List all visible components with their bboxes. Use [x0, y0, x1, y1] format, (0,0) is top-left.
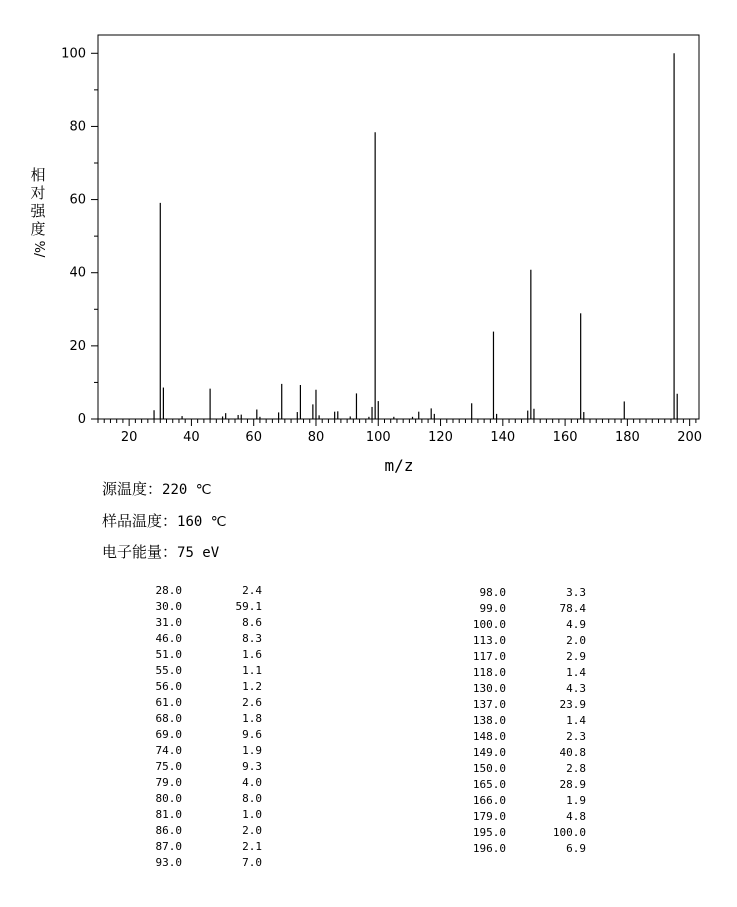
peak-mz: 30.0	[155, 600, 182, 613]
peak-intensity: 8.0	[242, 792, 262, 805]
peak-row	[426, 617, 586, 633]
peak-row	[102, 663, 262, 679]
peak-row	[426, 713, 586, 729]
peak-row	[426, 585, 586, 601]
peak-intensity: 1.0	[242, 808, 262, 821]
x-tick-label: 20	[120, 430, 138, 445]
peak-mz: 179.0	[472, 810, 506, 823]
peak-table-left	[102, 583, 262, 871]
x-tick-label: 180	[614, 430, 640, 445]
peak-row	[102, 647, 262, 663]
y-tick-label: 80	[69, 119, 86, 135]
y-tick-label: 20	[69, 338, 86, 354]
condition-label: 源温度：	[102, 480, 163, 498]
electron-energy	[102, 541, 219, 562]
y-tick-label: 40	[69, 265, 86, 281]
peak-mz: 118.0	[472, 666, 506, 679]
peak-mz: 149.0	[472, 746, 506, 759]
peak-mz: 79.0	[155, 776, 182, 789]
x-tick-label: 60	[245, 430, 262, 445]
x-tick-label: 40	[183, 430, 200, 445]
peak-intensity: 1.2	[242, 680, 262, 693]
peak-row	[102, 599, 262, 615]
peak-row	[102, 855, 262, 871]
peak-row	[426, 601, 586, 617]
peak-mz: 195.0	[472, 826, 506, 839]
peak-intensity: 2.9	[566, 650, 586, 663]
peak-intensity: 2.8	[566, 762, 586, 775]
peak-row	[102, 791, 262, 807]
x-axis-ticks	[98, 419, 702, 445]
peak-row	[426, 681, 586, 697]
peak-row	[426, 841, 586, 857]
peak-intensity: 1.8	[242, 712, 262, 725]
peak-intensity: 9.3	[242, 760, 262, 773]
peak-mz: 86.0	[155, 824, 182, 837]
peak-mz: 100.0	[472, 618, 506, 631]
peak-row	[426, 825, 586, 841]
peak-row	[102, 679, 262, 695]
y-tick-label: 0	[77, 412, 86, 427]
peak-row	[426, 697, 586, 713]
peak-row	[426, 649, 586, 665]
condition-value: 160 ℃	[177, 514, 227, 530]
peak-intensity: 1.6	[242, 648, 262, 661]
peak-mz: 51.0	[155, 648, 182, 661]
peak-row	[426, 777, 586, 793]
x-tick-label: 80	[307, 430, 325, 445]
peak-intensity: 4.8	[566, 810, 586, 823]
y-tick-label: 100	[61, 46, 86, 62]
peak-intensity: 4.9	[566, 618, 586, 631]
peak-row	[102, 743, 262, 759]
y-axis-label-char: 强	[30, 202, 46, 220]
peak-intensity: 6.9	[566, 842, 586, 855]
peak-row	[426, 809, 586, 825]
peak-mz: 196.0	[472, 842, 506, 855]
plot-frame	[98, 35, 699, 419]
y-axis-unit: %/	[31, 240, 46, 258]
peak-intensity: 2.0	[566, 634, 586, 647]
peak-row	[102, 615, 262, 631]
peak-mz: 93.0	[155, 856, 182, 869]
peak-row	[426, 745, 586, 761]
peak-intensity: 40.8	[559, 746, 586, 759]
peak-row	[102, 727, 262, 743]
peak-intensity: 1.1	[242, 664, 262, 677]
peak-intensity: 2.4	[242, 584, 262, 597]
x-tick-label: 160	[552, 430, 578, 445]
peak-intensity: 9.6	[242, 728, 262, 741]
peak-mz: 99.0	[479, 602, 506, 615]
peak-intensity: 78.4	[559, 602, 586, 615]
peak-mz: 148.0	[472, 730, 506, 743]
peak-intensity: 2.6	[242, 696, 262, 709]
peak-row	[102, 775, 262, 791]
y-axis-label-char: 度	[30, 220, 46, 238]
peak-row	[102, 807, 262, 823]
y-tick-label: 60	[69, 192, 86, 208]
y-axis-label-char: 对	[30, 184, 46, 202]
peak-intensity: 59.1	[235, 600, 262, 613]
peak-intensity: 2.1	[242, 840, 262, 853]
peak-intensity: 4.0	[242, 776, 262, 789]
peak-mz: 69.0	[155, 728, 182, 741]
sample-temperature	[102, 510, 226, 531]
peak-row	[102, 839, 262, 855]
peak-row	[102, 631, 262, 647]
y-axis-label	[28, 166, 48, 258]
condition-label: 电子能量：	[102, 543, 178, 561]
x-tick-label: 200	[677, 430, 703, 445]
peak-mz: 117.0	[472, 650, 506, 663]
peak-mz: 56.0	[155, 680, 182, 693]
peak-intensity: 100.0	[552, 826, 586, 839]
x-axis-label: m/z	[384, 456, 414, 475]
condition-value: 75 eV	[177, 545, 220, 561]
x-tick-label: 140	[490, 430, 516, 445]
peak-row	[102, 583, 262, 599]
peak-mz: 137.0	[472, 698, 506, 711]
peak-mz: 113.0	[472, 634, 506, 647]
peak-mz: 130.0	[472, 682, 506, 695]
condition-label: 样品温度：	[102, 512, 178, 530]
peak-mz: 81.0	[155, 808, 182, 821]
peak-mz: 80.0	[155, 792, 182, 805]
peak-mz: 87.0	[155, 840, 182, 853]
peak-intensity: 1.4	[566, 666, 586, 679]
peak-intensity: 1.9	[242, 744, 262, 757]
peak-row	[426, 665, 586, 681]
x-tick-label: 120	[428, 430, 453, 445]
peak-intensity: 4.3	[566, 682, 586, 695]
peak-mz: 31.0	[155, 616, 182, 629]
peak-mz: 75.0	[155, 760, 182, 773]
peak-intensity: 8.6	[242, 616, 262, 629]
peak-table-right	[426, 585, 586, 857]
peak-mz: 98.0	[479, 586, 506, 599]
peak-row	[426, 729, 586, 745]
peak-row	[102, 711, 262, 727]
source-temperature	[102, 478, 211, 499]
peak-row	[102, 823, 262, 839]
peak-row	[102, 695, 262, 711]
peak-mz: 150.0	[472, 762, 506, 775]
peak-mz: 165.0	[472, 778, 506, 791]
peak-intensity: 3.3	[566, 586, 586, 599]
peak-intensity: 1.4	[566, 714, 586, 727]
peak-row	[102, 759, 262, 775]
peak-intensity: 7.0	[242, 856, 262, 869]
peak-row	[426, 761, 586, 777]
peak-mz: 138.0	[472, 714, 506, 727]
peak-intensity: 8.3	[242, 632, 262, 645]
peak-mz: 74.0	[155, 744, 182, 757]
peak-row	[426, 793, 586, 809]
peak-mz: 166.0	[472, 794, 506, 807]
peak-mz: 61.0	[155, 696, 182, 709]
y-axis-ticks	[61, 46, 98, 427]
peak-mz: 55.0	[155, 664, 182, 677]
peak-mz: 46.0	[155, 632, 182, 645]
peak-intensity: 2.3	[566, 730, 586, 743]
peak-mz: 68.0	[155, 712, 182, 725]
peak-intensity: 2.0	[242, 824, 262, 837]
peak-row	[426, 633, 586, 649]
peak-intensity: 28.9	[559, 778, 586, 791]
spectrum-peaks	[154, 53, 677, 419]
peak-intensity: 1.9	[566, 794, 586, 807]
peak-intensity: 23.9	[559, 698, 586, 711]
y-axis-label-char: 相	[30, 166, 46, 184]
x-tick-label: 100	[365, 430, 391, 445]
condition-value: 220 ℃	[162, 482, 212, 498]
peak-mz: 28.0	[155, 584, 182, 597]
